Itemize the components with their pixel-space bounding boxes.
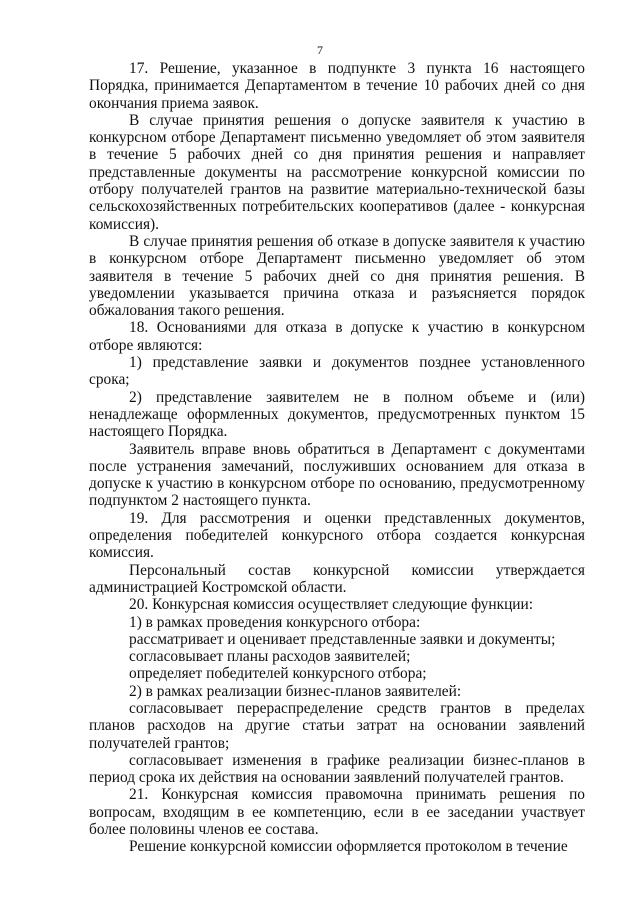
function-review-applications: рассматривает и оценивает представленные заявки и документы;: [129, 630, 556, 648]
paragraph-19-commission: 19. Для рассмотрения и оценки представленных документов, определения победителей конкурсного отбора создается конкурсная комиссия.: [89, 509, 585, 562]
page-number: 7: [317, 43, 323, 57]
paragraph-admission-decision: В случае принятия решения о допуске заявителя к участию в конкурсном отборе Департамент письменно уведомляет об этом заявителя в течение 5 рабочих дней со дня принятия решения и направляет представленные документы на рассмотрение конкурсной комиссии по отбору получателей грантов на развитие материально-технической базы сельскохозяйственных потребительских кооперативов (далее - конкурсная комиссия).: [89, 111, 585, 233]
paragraph-21-quorum: 21. Конкурсная комиссия правомочна принимать решения по вопросам, входящим в ее компетенцию, если в ее заседании участвует более половины членов ее состава.: [89, 786, 585, 839]
function-redistribution: согласовывает перераспределение средств грантов в пределах планов расходов на другие статьи затрат на основании заявлений получателей грантов;: [89, 699, 585, 752]
document-body: [89, 60, 585, 856]
paragraph-reapplication: Заявитель вправе вновь обратиться в Департамент с документами после устранения замечаний, послуживших основанием для отказа в допуске к участию в конкурсном отборе по основанию, предусмотренному подпунктом 2 настоящего пункта.: [89, 440, 585, 510]
paragraph-20-functions: 20. Конкурсная комиссия осуществляет следующие функции:: [129, 596, 534, 614]
function-schedule-changes: согласовывает изменения в графике реализации бизнес-планов в период срока их действия на основании заявлений получателей грантов.: [89, 751, 585, 787]
paragraph-18-refusal-grounds: 18. Основаниями для отказа в допуске к участию в конкурсном отборе являются:: [89, 319, 585, 354]
paragraph-refusal-decision: В случае принятия решения об отказе в допуске заявителя к участию в конкурсном отборе Департамент письменно уведомляет об этом заявителя в течение 5 рабочих дней со дня принятия решения. В уведомлении указывается причина отказа и разъясняется порядок обжалования такого решения.: [89, 232, 585, 320]
refusal-ground-1: 1) представление заявки и документов позднее установленного срока;: [89, 354, 585, 389]
paragraph-17-decision-term: 17. Решение, указанное в подпункте 3 пункта 16 настоящего Порядка, принимается Департаментом в течение 10 рабочих дней со дня окончания приема заявок.: [89, 60, 585, 112]
function-determine-winners: определяет победителей конкурсного отбора;: [129, 665, 427, 683]
paragraph-protocol: Решение конкурсной комиссии оформляется протоколом в течение: [129, 838, 568, 856]
function-group-1: 1) в рамках проведения конкурсного отбора:: [129, 613, 421, 631]
function-approve-expense-plans: согласовывает планы расходов заявителей;: [129, 648, 411, 666]
function-group-2: 2) в рамках реализации бизнес-планов заявителей:: [129, 682, 462, 700]
paragraph-commission-composition: Персональный состав конкурсной комиссии утверждается администрацией Костромской области.: [89, 561, 585, 596]
refusal-ground-2: 2) представление заявителем не в полном объеме и (или) ненадлежаще оформленных документов, предусмотренных пунктом 15 настоящего Порядка.: [89, 388, 585, 441]
